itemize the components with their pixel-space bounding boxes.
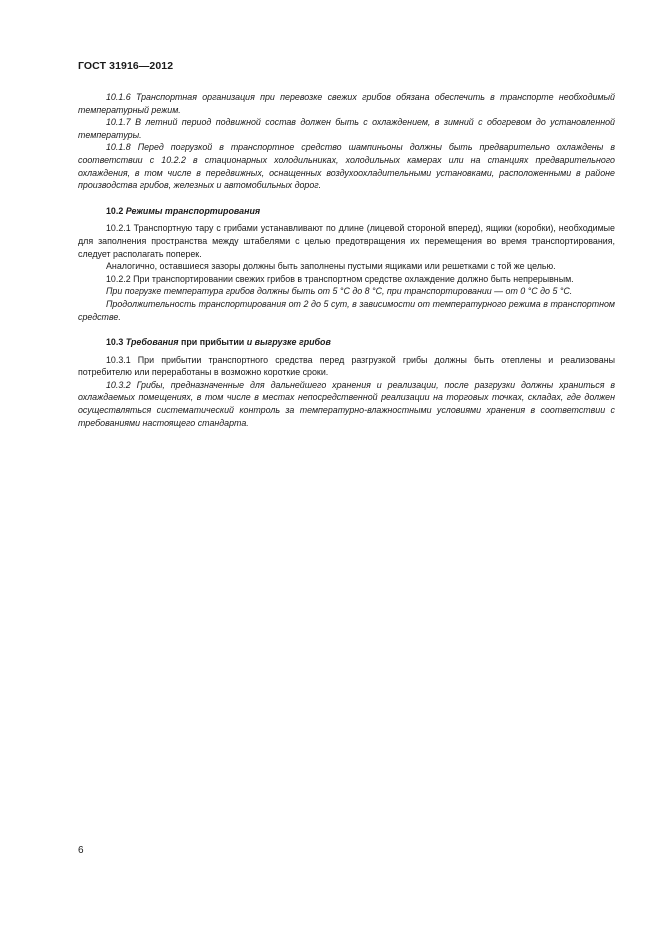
paragraph-gaps: Аналогично, оставшиеся зазоры должны быть заполнены пустыми ящиками или решетками с той же целью.: [106, 261, 556, 272]
heading-10-3-title-part3: и выгрузке грибов: [246, 337, 331, 348]
heading-10-2-number: 10.2: [106, 205, 124, 216]
paragraph-10-3-1: 10.3.1 При прибытии транспортного средства перед разгрузкой грибы должны быть отеплены и реализованы потребителю или переработаны в возможно короткие сроки.: [78, 354, 615, 378]
document-id: ГОСТ 31916—2012: [78, 60, 174, 72]
paragraph-10-1-7: 10.1.7 В летний период подвижной состав должен быть с охлаждением, в зимний с обогревом до установленной температуры.: [78, 117, 615, 140]
heading-10-2: [78, 205, 615, 218]
paragraph-10-2-1: 10.2.1 Транспортную тару с грибами устанавливают по длине (лицевой стороной вперед), ящики (коробки), необходимые для заполнения пространства между штабелями с целью предотвращения их перемещения во время транспортирования, следует располагать поперек.: [78, 223, 615, 259]
document-body: [78, 91, 615, 429]
paragraph-10-3-2: 10.3.2 Грибы, предназначенные для дальнейшего хранения и реализации, после разгрузки должны храниться в охлаждаемых помещениях, в том числе в местах непосредственной реализации на торговых точках, складах, где должен осуществляться систематический контроль за температурно-влажностными условиями хранения в соответствии с требованиями настоящего стандарта.: [78, 379, 615, 428]
paragraph-duration: Продолжительность транспортирования от 2 до 5 сут, в зависимости от температурного режима в транспортном средстве.: [78, 298, 615, 322]
paragraph-10-1-8: 10.1.8 Перед погрузкой в транспортное средство шампиньоны должны быть предварительно охлаждены в соответствии с 10.2.2 в стационарных холодильниках, холодильных камерах или на станциях предварительного охлаждения, в том числе в передвижных, оснащенных воздухоохладительными установками, расположенными в районе производства грибов, железных и автомобильных дорог.: [78, 142, 615, 191]
heading-10-3-number: 10.3: [106, 337, 124, 348]
paragraph-10-1-6: 10.1.6 Транспортная организация при перевозке свежих грибов обязана обеспечить в транспорте необходимый температурный режим.: [78, 92, 615, 115]
paragraph-temperature: При погрузке температура грибов должны быть от 5 °С до 8 °С, при транспортировании — от 0 °С до 5 °С.: [106, 286, 573, 297]
paragraph-10-2-2: 10.2.2 При транспортировании свежих грибов в транспортном средстве охлаждение должно быть непрерывным.: [106, 273, 574, 284]
heading-10-3-title-part1: Требования: [125, 337, 179, 348]
heading-10-3: [78, 336, 615, 349]
heading-10-2-title: Режимы транспортирования: [125, 205, 261, 216]
page-number: 6: [78, 845, 84, 856]
heading-10-3-title-part2: при прибытии: [181, 337, 245, 348]
